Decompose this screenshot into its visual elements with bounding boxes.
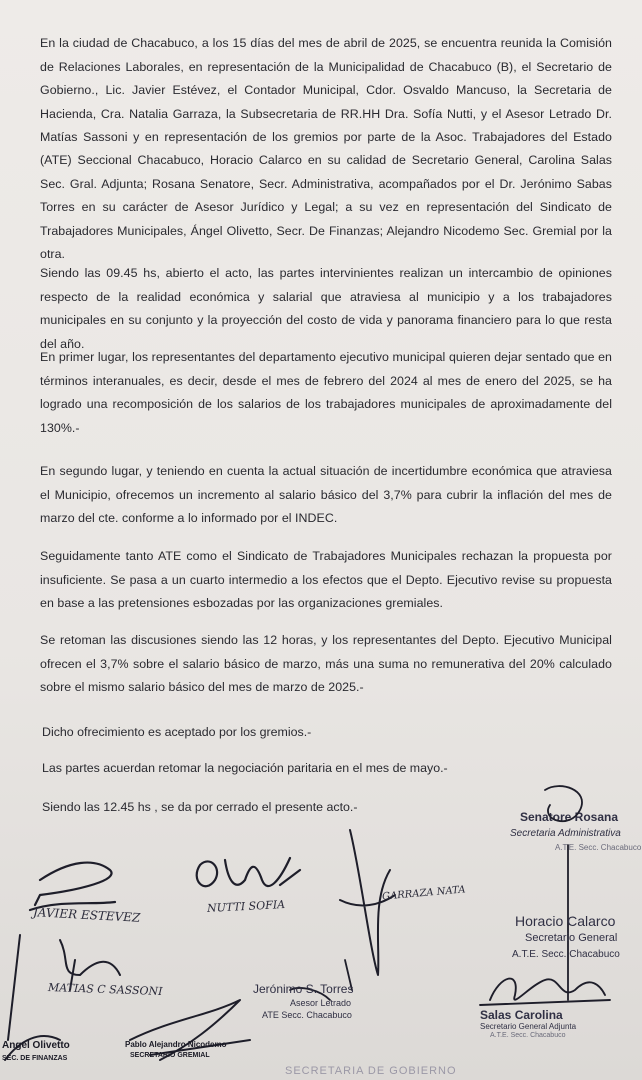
paragraph-new-offer: Se retoman las discusiones siendo las 12 horas, y los representantes del Depto. Ejecutivo Municipal ofrecen el 3,7% sobre el salario básico de marzo, más una suma no remunerativa del 20% calculado sobre el mismo salario básico del mes de marzo de 2025.- xyxy=(40,633,612,695)
stamp-senatore-title: Secretaria Administrativa xyxy=(510,828,621,839)
signature-salas xyxy=(480,979,610,1005)
stamp-nicodemo-title: SECRETARIO GREMIAL xyxy=(130,1052,210,1059)
stamp-olivetto-title: SEC. DE FINANZAS xyxy=(2,1055,68,1062)
signature-calarco xyxy=(545,786,582,1000)
stamp-salas-org: A.T.E. Secc. Chacabuco xyxy=(490,1032,566,1039)
stamp-senatore-org: A.T.E. Secc. Chacabuco xyxy=(555,843,642,852)
handwritten-sassoni: MATIAS C SASSONI xyxy=(47,981,163,998)
footer-seal-text: SECRETARIA DE GOBIERNO xyxy=(285,1065,457,1077)
stamp-calarco-title: Secretario General xyxy=(525,932,618,944)
stamp-calarco-org: A.T.E. Secc. Chacabuco xyxy=(512,949,620,960)
signature-nicodemo xyxy=(130,1000,250,1060)
stamp-olivetto-name: Angel Olivetto xyxy=(2,1040,70,1051)
stamp-salas-title: Secretario General Adjunta xyxy=(480,1022,577,1031)
stamp-nicodemo-name: Pablo Alejandro Nicodemo xyxy=(125,1040,227,1049)
stamp-senatore-name: Senatore Rosana xyxy=(520,810,619,824)
stamp-salas-name: Salas Carolina xyxy=(480,1008,563,1022)
paragraph-first-point: En primer lugar, los representantes del departamento ejecutivo municipal quieren dejar sentado que en términos interanuales, es decir, desde el mes de febrero del 2024 al mes de enero del 2025, se ha logrado una recomposición de los salarios de los trabajadores municipales de aproximadamente del 130%.- xyxy=(40,350,612,435)
handwritten-nutti: NUTTI SOFIA xyxy=(206,897,286,916)
line-offer-accepted: Dicho ofrecimiento es aceptado por los gremios.- xyxy=(42,725,312,739)
paragraph-rejection: Seguidamente tanto ATE como el Sindicato de Trabajadores Municipales rechazan la propuesta por insuficiente. Se pasa a un cuarto intermedio a los efectos que el Depto. Ejecutivo revise su propuesta en base a las pretensiones esbozadas por las organizaciones gremiales. xyxy=(40,549,612,611)
stamp-torres-title: Asesor Letrado xyxy=(290,998,352,1008)
paragraph-intro: En la ciudad de Chacabuco, a los 15 días del mes de abril de 2025, se encuentra reunida la Comisión de Relaciones Laborales, en representación de la Municipalidad de Chacabuco (B), el Secretario de Gobierno., Lic. Javier Estévez, el Contador Municipal, Cdor. Osvaldo Mancuso, la Secretaria de Hacienda, Cra. Natalia Garraza, la Subsecretaria de RR.HH Dra. Sofía Nutti, y el Asesor Letrado Dr. Matías Sassoni y en representación de los gremios por parte de la Asoc. Trabajadores del Estado (ATE) Seccional Chacabuco, Horacio Calarco en su calidad de Secretario General, Carolina Salas Sec. Gral. Adjunta; Rosana Senatore, Secr. Administrativa, acompañados por el Dr. Jerónimo Sabas Torres en su carácter de Asesor Jurídico y Legal; a su vez en representación del Sindicato de Trabajadores Municipales, Ángel Olivetto, Secr. De Finanzas; Alejandro Nicodemo Sec. Gremial por la otra. xyxy=(40,36,612,262)
line-next-negotiation: Las partes acuerdan retomar la negociación paritaria en el mes de mayo.- xyxy=(42,761,448,775)
signature-estevez xyxy=(30,863,115,910)
line-closing: Siendo las 12.45 hs , se da por cerrado el presente acto.- xyxy=(42,800,358,814)
signature-garraza xyxy=(340,830,395,975)
handwritten-garraza: GARRAZA NATA xyxy=(381,884,466,903)
stamp-calarco-name: Horacio Calarco xyxy=(515,913,616,929)
stamp-torres-name: Jerónimo S. Torres xyxy=(253,982,354,996)
stamp-torres-org: ATE Secc. Chacabuco xyxy=(262,1010,352,1020)
paragraph-second-point: En segundo lugar, y teniendo en cuenta la actual situación de incertidumbre económica que atraviesa el Municipio, ofrecemos un incremento al salario básico del 3,7% para cubrir la inflación del mes de marzo del cte. conforme a lo informado por el INDEC. xyxy=(40,464,612,526)
signature-nutti xyxy=(197,858,300,886)
handwritten-estevez: JAVIER ESTEVEZ xyxy=(32,905,141,925)
paragraph-opening: Siendo las 09.45 hs, abierto el acto, las partes intervinientes realizan un intercambio de opiniones respecto de la realidad económica y salarial que atraviesa al municipio y a los trabajadores municipales en su conjunto y la proyección del costo de vida y panorama financiero para lo que resta del año. xyxy=(40,266,612,351)
